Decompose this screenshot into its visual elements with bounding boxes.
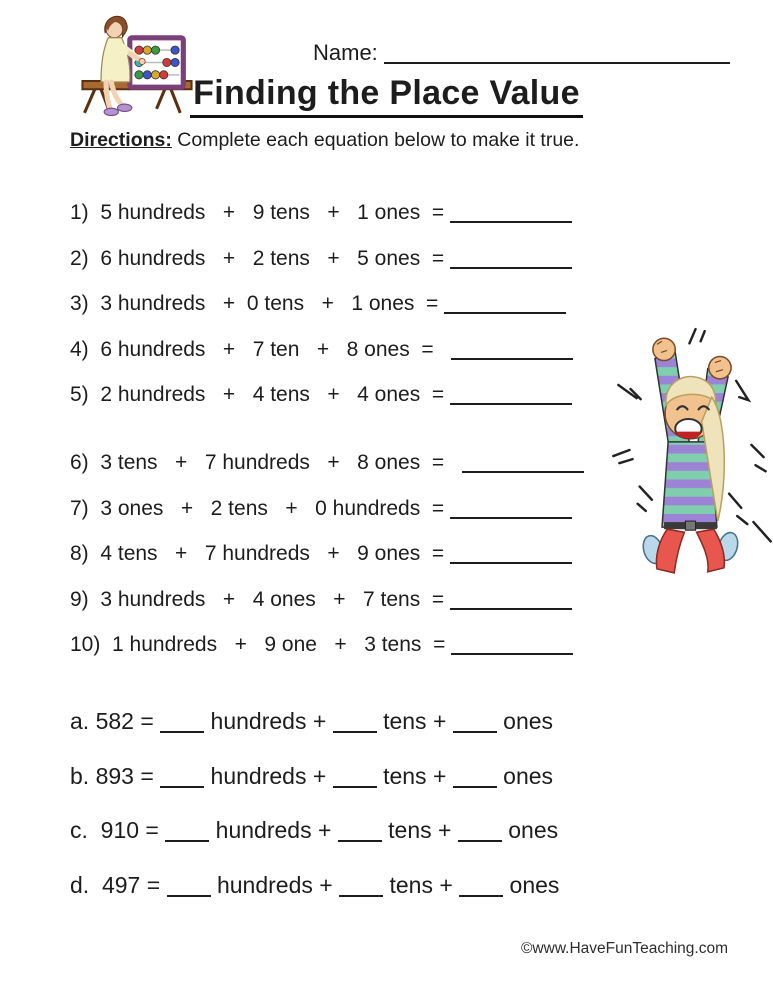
page-title: Finding the Place Value bbox=[190, 74, 583, 118]
decomposition-text: tens + bbox=[376, 762, 453, 789]
equation-row-4 bbox=[70, 327, 573, 373]
ones-blank-a[interactable] bbox=[453, 731, 497, 733]
equations-group-2 bbox=[70, 440, 584, 668]
copyright-text: ©www.HaveFunTeaching.com bbox=[521, 940, 728, 957]
equation-text: 1) 5 hundreds + 9 tens + 1 ones = bbox=[70, 201, 450, 224]
decomposition-text: ones bbox=[503, 871, 560, 898]
decomposition-text: tens + bbox=[381, 817, 458, 844]
ones-blank-c[interactable] bbox=[458, 840, 502, 842]
name-blank[interactable] bbox=[384, 62, 730, 64]
title-wrap bbox=[0, 74, 773, 118]
decomposition-row-c bbox=[70, 803, 559, 858]
equation-row-3 bbox=[70, 281, 573, 327]
name-row bbox=[313, 40, 730, 66]
decomposition-group bbox=[70, 694, 559, 912]
equation-text: 8) 4 tens + 7 hundreds + 9 ones = bbox=[70, 542, 450, 565]
directions bbox=[70, 129, 579, 152]
decomposition-text: hundreds + bbox=[209, 817, 338, 844]
answer-blank-1[interactable] bbox=[450, 221, 572, 223]
directions-text: Complete each equation below to make it true. bbox=[171, 129, 580, 151]
tens-blank-d[interactable] bbox=[339, 895, 383, 897]
equation-text: 6) 3 tens + 7 hundreds + 8 ones = bbox=[70, 451, 462, 474]
answer-blank-5[interactable] bbox=[450, 403, 572, 405]
hundreds-blank-d[interactable] bbox=[167, 895, 211, 897]
ones-blank-b[interactable] bbox=[453, 786, 497, 788]
equation-row-5 bbox=[70, 372, 573, 418]
decomposition-text: tens + bbox=[376, 708, 453, 734]
equation-row-9 bbox=[70, 577, 584, 623]
equation-text: 9) 3 hundreds + 4 ones + 7 tens = bbox=[70, 587, 450, 611]
decomposition-text: a. 582 = bbox=[70, 708, 161, 734]
tens-blank-a[interactable] bbox=[333, 731, 377, 733]
name-label: Name: bbox=[313, 40, 384, 65]
decomposition-text: hundreds + bbox=[204, 762, 333, 789]
equation-text: 2) 6 hundreds + 2 tens + 5 ones = bbox=[70, 246, 450, 270]
equation-row-7 bbox=[70, 486, 584, 532]
decomposition-text: d. 497 = bbox=[70, 871, 167, 898]
decomposition-text: hundreds + bbox=[204, 708, 333, 734]
equation-text: 4) 6 hundreds + 7 ten + 8 ones = bbox=[70, 337, 452, 361]
tens-blank-b[interactable] bbox=[333, 786, 377, 788]
equation-text: 7) 3 ones + 2 tens + 0 hundreds = bbox=[70, 496, 450, 520]
ones-blank-d[interactable] bbox=[459, 895, 503, 897]
decomposition-text: b. 893 = bbox=[70, 762, 161, 789]
decomposition-row-a bbox=[70, 694, 559, 749]
equations-group-1 bbox=[70, 190, 573, 418]
hundreds-blank-c[interactable] bbox=[165, 840, 209, 842]
answer-blank-2[interactable] bbox=[450, 267, 572, 269]
decomposition-text: ones bbox=[496, 762, 554, 789]
answer-blank-3[interactable] bbox=[444, 312, 566, 314]
answer-blank-4[interactable] bbox=[451, 358, 573, 360]
decomposition-text: hundreds + bbox=[210, 871, 340, 898]
answer-blank-7[interactable] bbox=[450, 517, 572, 519]
decomposition-text: c. 910 = bbox=[70, 817, 166, 844]
jumping-kid-clipart bbox=[610, 324, 773, 580]
decomposition-text: ones bbox=[501, 817, 559, 844]
answer-blank-6[interactable] bbox=[462, 471, 584, 473]
equation-text: 3) 3 hundreds + 0 tens + 1 ones = bbox=[70, 292, 445, 315]
answer-blank-8[interactable] bbox=[450, 562, 572, 564]
answer-blank-9[interactable] bbox=[450, 608, 572, 610]
decomposition-row-d bbox=[70, 858, 559, 913]
hundreds-blank-b[interactable] bbox=[160, 786, 204, 788]
answer-blank-10[interactable] bbox=[451, 653, 573, 655]
directions-label: Directions: bbox=[70, 129, 172, 151]
equation-row-1 bbox=[70, 190, 573, 236]
equation-text: 5) 2 hundreds + 4 tens + 4 ones = bbox=[70, 383, 450, 406]
decomposition-text: tens + bbox=[383, 871, 460, 898]
equation-row-8 bbox=[70, 531, 584, 577]
decomposition-text: ones bbox=[496, 708, 554, 734]
tens-blank-c[interactable] bbox=[338, 840, 382, 842]
equation-row-6 bbox=[70, 440, 584, 486]
equation-row-10 bbox=[70, 622, 584, 668]
hundreds-blank-a[interactable] bbox=[160, 731, 204, 733]
equation-row-2 bbox=[70, 236, 573, 282]
decomposition-row-b bbox=[70, 749, 559, 804]
jumping-kid-illustration bbox=[610, 324, 773, 580]
equation-text: 10) 1 hundreds + 9 one + 3 tens = bbox=[70, 633, 452, 656]
